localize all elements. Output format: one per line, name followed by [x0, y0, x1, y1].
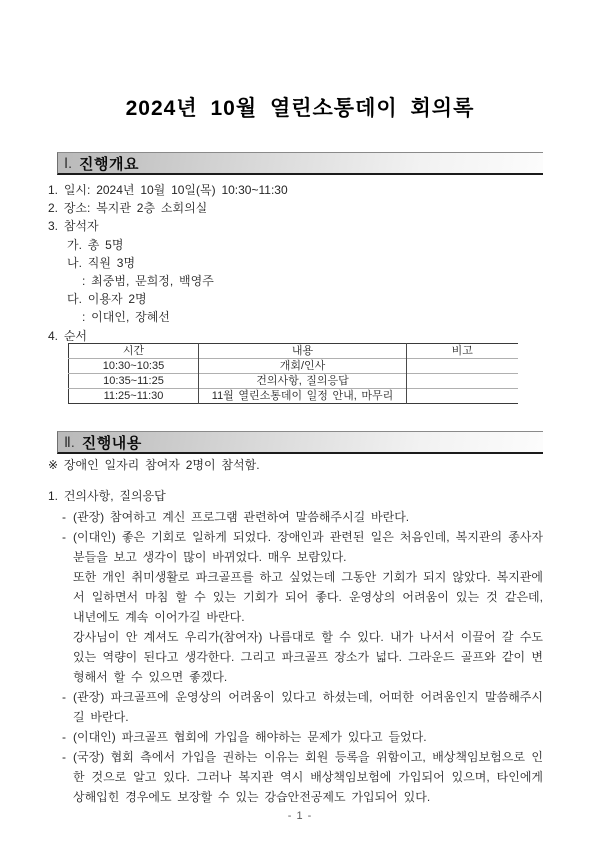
list-item-order: 4. 순서: [48, 328, 88, 343]
cell-time: 10:30~10:35: [69, 359, 199, 374]
bullet-paragraph: (이대인) 파크골프 협회에 가입을 해야하는 문제가 있다고 들었다.: [73, 730, 427, 744]
cell-remark: [407, 359, 518, 374]
list-item-user-names: : 이대인, 장혜선: [82, 310, 170, 325]
bullet-item: [62, 727, 543, 747]
section-content-header: [57, 431, 543, 454]
cell-time: 10:35~11:25: [69, 374, 199, 389]
bullet-paragraph: 또한 개인 취미생활로 파크골프를 하고 싶었는데 그동안 기회가 되지 않았다. 복지관에서 일하면서 마침 할 수 있는 기회가 되어 좋다. 운영상의 어려움이 있는 것 같은데, 내년에도 계속 이어가길 바란다.: [73, 570, 543, 624]
note-line: ※ 장애인 일자리 참여자 2명이 참석함.: [48, 458, 260, 472]
cell-remark: [407, 389, 518, 404]
agenda-heading: 1. 건의사항, 질의응답: [48, 489, 166, 503]
bullet-marker: -: [62, 530, 66, 544]
bullet-paragraph: (관장) 파크골프에 운영상의 어려움이 있다고 하셨는데, 어떠한 어려움인지 말씀해주시길 바란다.: [73, 690, 543, 724]
bullet-item: [62, 527, 543, 687]
bullet-paragraph: (이대인) 좋은 기회로 일하게 되었다. 장애인과 관련된 일은 처음인데, 복지관의 종사자분들을 보고 생각이 많이 바뀌었다. 매우 보람있다.: [73, 530, 543, 564]
section-overview-header: [57, 152, 543, 175]
cell-remark: [407, 374, 518, 389]
cell-content: 건의사항, 질의응답: [199, 374, 407, 389]
section-overview-title: 진행개요: [79, 155, 139, 173]
bullet-item: [62, 747, 543, 807]
page-title: 2024년 10월 열린소통데이 회의록: [125, 97, 475, 120]
bullet-marker: -: [62, 690, 66, 704]
bullet-paragraph: (관장) 참여하고 계신 프로그램 관련하여 말씀해주시길 바란다.: [73, 510, 410, 524]
bullet-paragraph: 강사님이 안 계셔도 우리가(참여자) 나름대로 할 수 있다. 내가 나서서 이끌어 갈 수도 있는 역량이 된다고 생각한다. 그리고 파크골프 장소가 넓다. 그라운드 골프와 같이 변형해서 할 수 있으면 좋겠다.: [73, 630, 543, 684]
page-number: - 1 -: [287, 810, 313, 822]
bullet-item: [62, 507, 543, 527]
list-item-users: 다. 이용자 2명: [67, 292, 147, 307]
col-header-content: 내용: [199, 344, 407, 359]
bullet-marker: -: [62, 730, 66, 744]
list-item-total: 가. 총 5명: [67, 237, 124, 252]
bullet-marker: -: [62, 510, 66, 524]
section-content-numeral: Ⅱ.: [64, 433, 75, 450]
section-overview-numeral: Ⅰ.: [64, 154, 73, 171]
bullet-marker: -: [62, 750, 66, 764]
cell-content: 11월 열린소통데이 일정 안내, 마무리: [199, 389, 407, 404]
list-item-staff-names: : 최중범, 문희정, 백영주: [82, 274, 214, 289]
schedule-table: [68, 343, 518, 404]
table-row: [69, 374, 518, 389]
table-header-row: [69, 344, 518, 359]
cell-time: 11:25~11:30: [69, 389, 199, 404]
col-header-time: 시간: [122, 345, 145, 357]
col-header-remark: 비고: [407, 344, 518, 359]
section-content-title: 진행내용: [81, 434, 142, 452]
list-item-place: 2. 장소: 복지관 2층 소회의실: [48, 201, 208, 216]
list-item-datetime: 1. 일시: 2024년 10월 10일(목) 10:30~11:30: [48, 183, 288, 197]
bullet-paragraph: (국장) 협회 측에서 가입을 권하는 이유는 회원 등록을 위함이고, 배상책임보험으로 인한 것으로 알고 있다. 그러나 복지관 역시 배상책임보험에 가입되어 있으며, 타인에게 상해입힌 경우에도 보장할 수 있는 강습안전공제도 가입되어 있다.: [73, 750, 543, 804]
overview-list: [48, 181, 545, 345]
bullet-item: [62, 687, 543, 727]
table-row: [69, 359, 518, 374]
discussion-list: [62, 507, 543, 807]
list-item-attendees: 3. 참석자: [48, 219, 99, 234]
list-item-staff: 나. 직원 3명: [67, 255, 136, 270]
table-row: [69, 389, 518, 404]
cell-content: 개회/인사: [199, 359, 407, 374]
